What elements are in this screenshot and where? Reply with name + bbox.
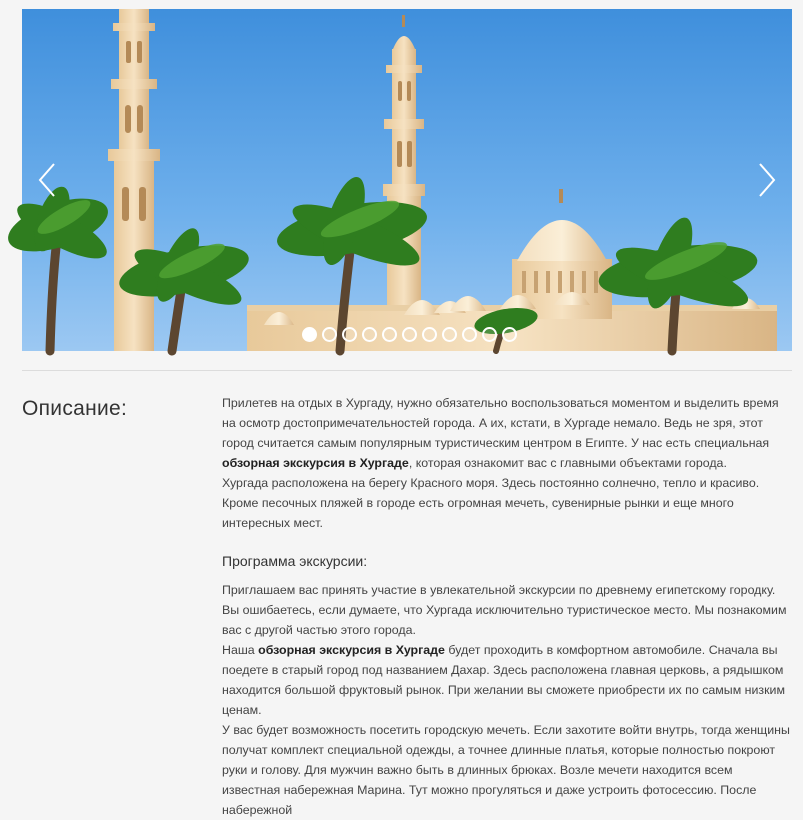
slide-image-mosque	[22, 9, 792, 351]
slider-prev-button[interactable]	[36, 162, 58, 198]
slider-dot[interactable]	[362, 327, 377, 342]
slider-dot[interactable]	[422, 327, 437, 342]
slider-dot[interactable]	[342, 327, 357, 342]
description-content	[222, 393, 794, 820]
intro-paragraph-2: Хургада расположена на берегу Красного моря. Здесь постоянно солнечно, тепло и красиво. Кроме песочных пляжей в городе есть огромная мечеть, сувенирные рынки и еще много интересных мест.	[222, 476, 760, 530]
intro-paragraph: Прилетев на отдых в Хургаду, нужно обязательно воспользоваться моментом и выделить время на осмотр достопримечательностей города. А их, кстати, в Хургаде немало. Ведь не зря, этот город считается самым популярным туристическим центром в Египте. У нас есть специальная обзорная экскурсия в Хургаде, которая ознакомит вас с главными объектами города.	[222, 396, 779, 470]
slider-dot[interactable]	[402, 327, 417, 342]
program-paragraph-1: Приглашаем вас принять участие в увлекательной экскурсии по древнему египетскому городку. Вы ошибаетесь, если думаете, что Хургада исключительно туристическое место. Мы познакомим вас с другой частью этого города.	[222, 583, 787, 637]
slider-dot[interactable]	[302, 327, 317, 342]
slider-dot[interactable]	[502, 327, 517, 342]
section-divider	[22, 370, 792, 371]
slider-next-button[interactable]	[756, 162, 778, 198]
chevron-right-icon	[756, 162, 778, 198]
program-paragraph-2: Наша обзорная экскурсия в Хургаде будет проходить в комфортном автомобиле. Сначала вы поедете в старый город под названием Дахар. Здесь расположена главная церковь, а рядышком находится большой фруктовый рынок. При желании вы сможете приобрести их по самым низким ценам.	[222, 643, 785, 717]
slider-dot[interactable]	[442, 327, 457, 342]
slider-dot[interactable]	[462, 327, 477, 342]
image-slider[interactable]	[22, 9, 792, 351]
program-heading: Программа экскурсии:	[222, 553, 368, 569]
tour-link-text: обзорная экскурсия в Хургаде	[258, 643, 445, 657]
slider-dot[interactable]	[482, 327, 497, 342]
chevron-left-icon	[36, 162, 58, 198]
tour-link-text: обзорная экскурсия в Хургаде	[222, 456, 409, 470]
slider-pagination	[302, 327, 517, 342]
program-paragraph-3: У вас будет возможность посетить городскую мечеть. Если захотите войти внутрь, тогда женщины получат комплект специальной одежды, а точнее длинные платья, которые полностью покроют руки и голову. Для мужчин важно быть в длинных брюках. Возле мечети находится всем известная набережная Марина. Тут можно прогуляться и даже устроить фотосессию. После набережной	[222, 723, 790, 817]
description-heading: Описание:	[22, 397, 128, 420]
slider-dot[interactable]	[382, 327, 397, 342]
slider-dot[interactable]	[322, 327, 337, 342]
